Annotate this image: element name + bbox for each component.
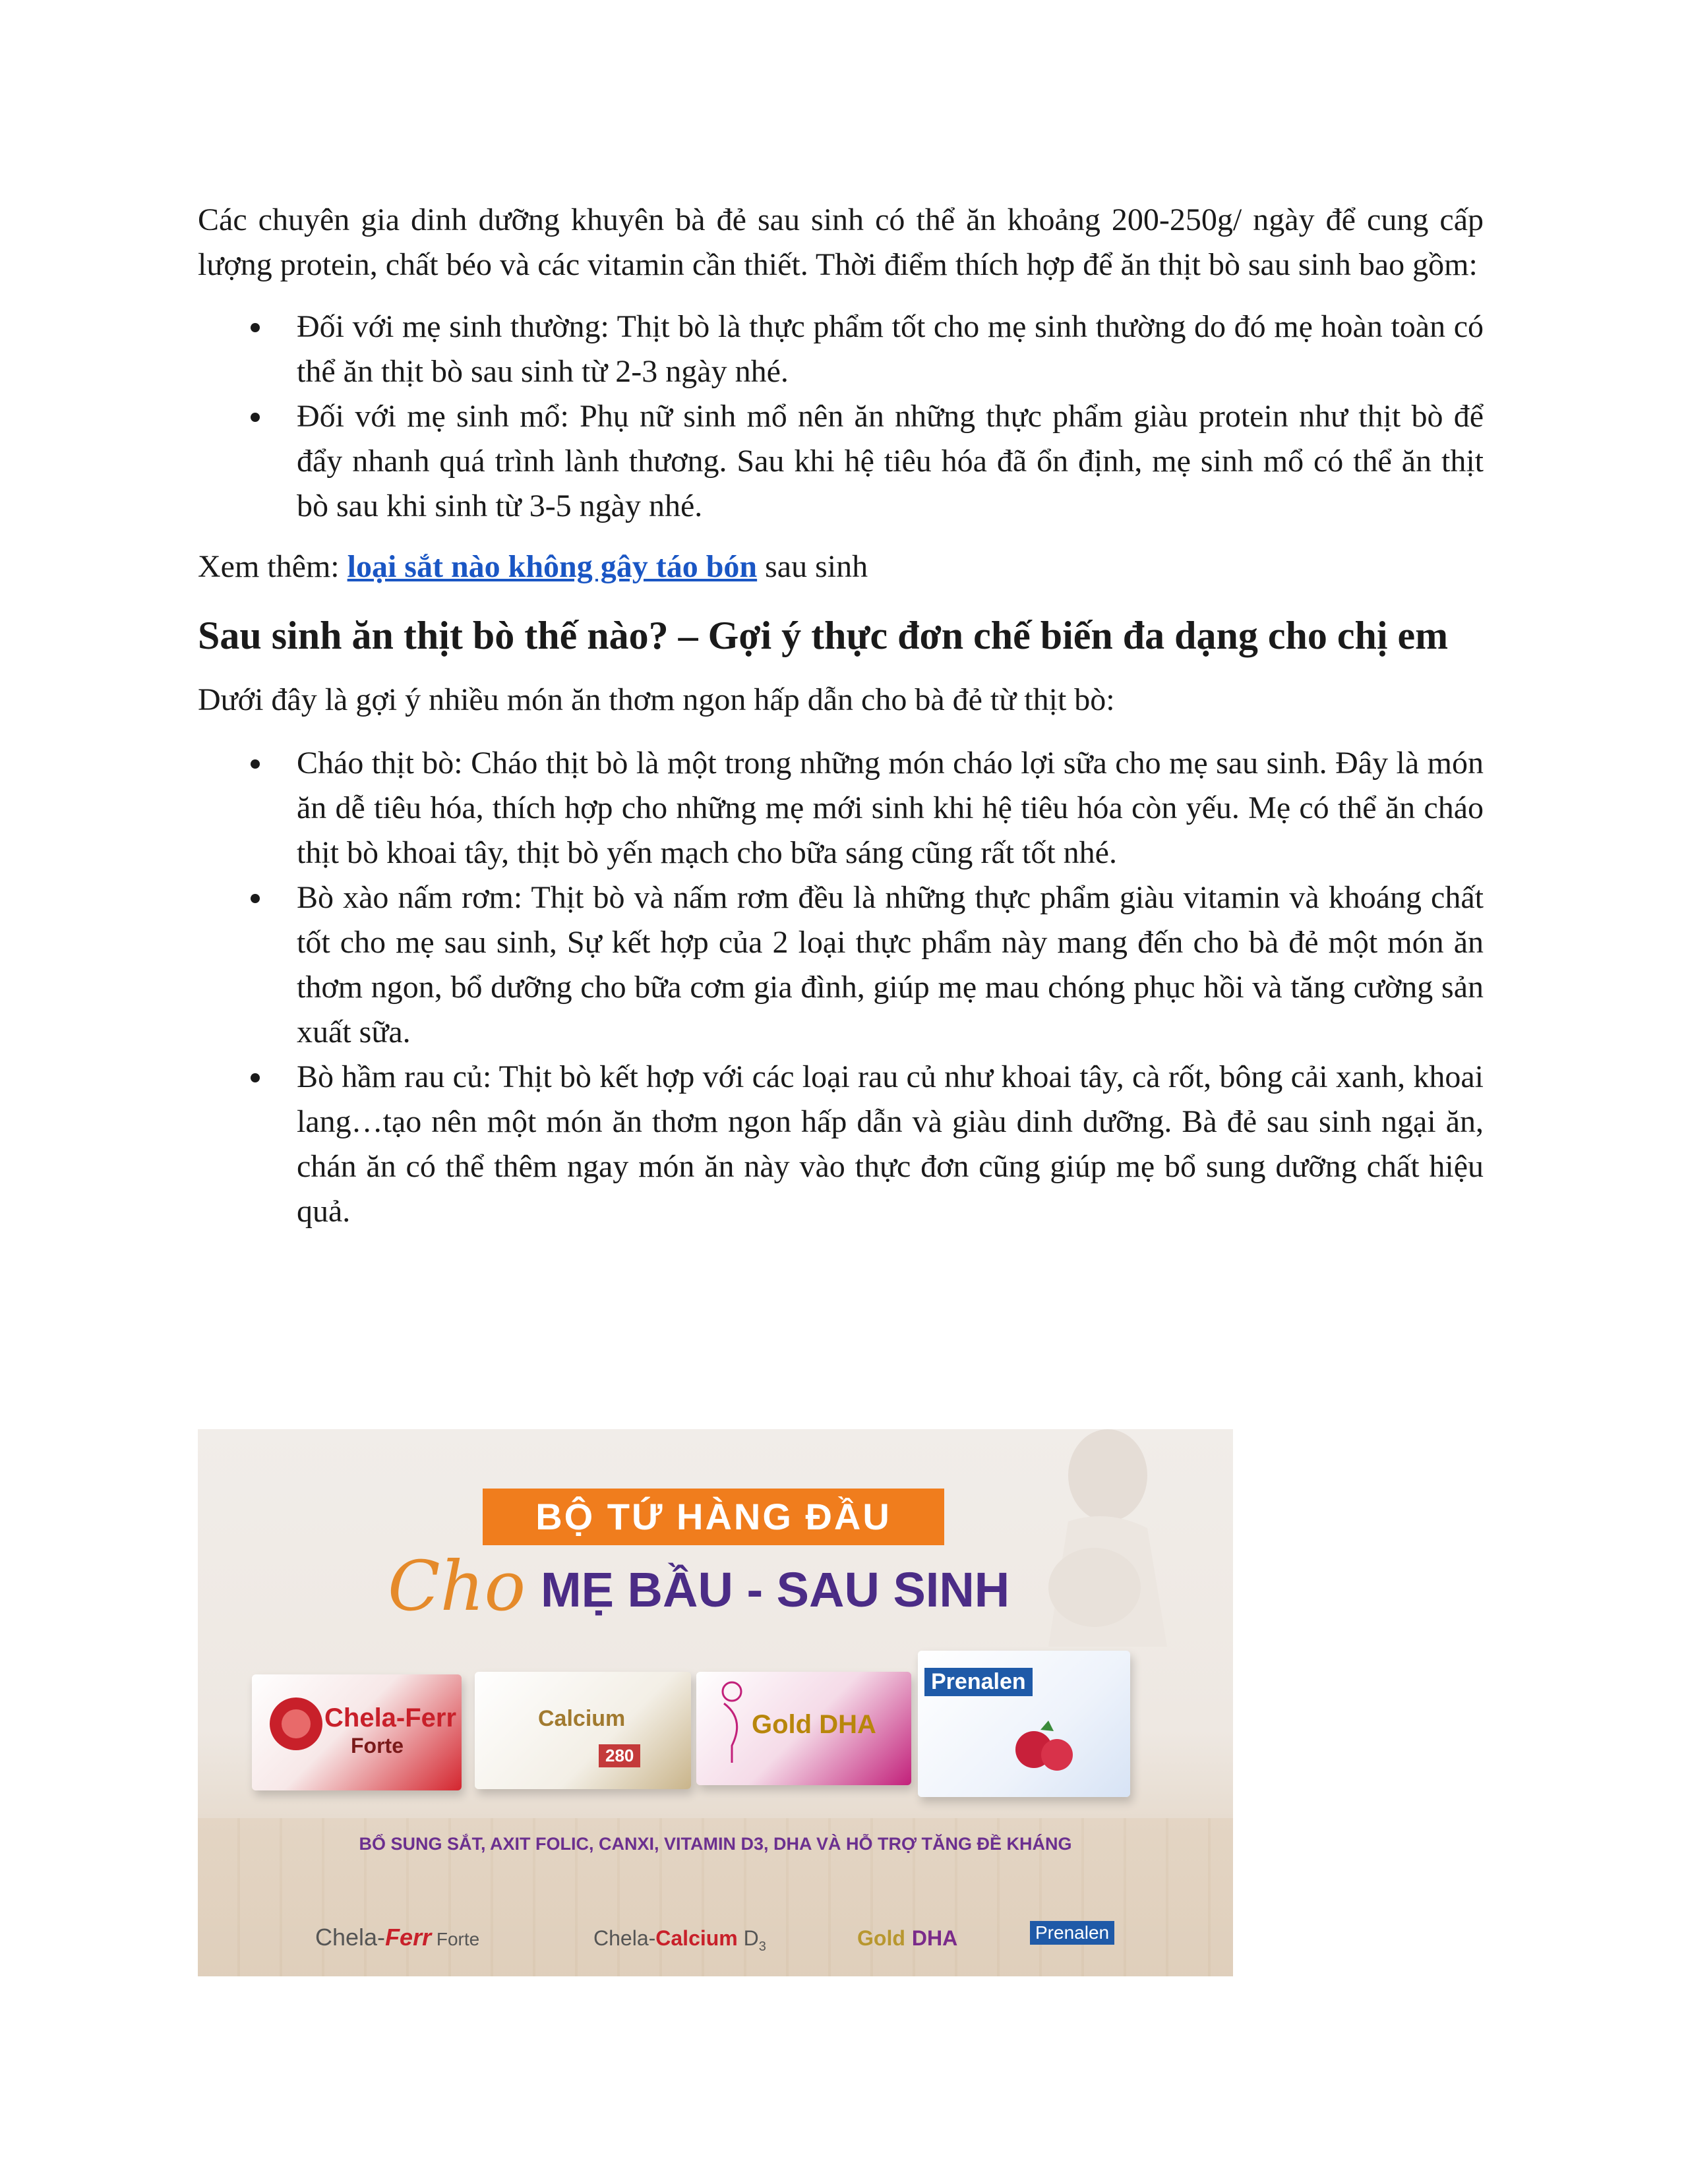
banner-slogan: BỔ SUNG SẮT, AXIT FOLIC, CANXI, VITAMIN D3, DHA VÀ HỖ TRỢ TĂNG ĐỀ KHÁNG (359, 1834, 1072, 1854)
product-box-prenalen (918, 1651, 1130, 1797)
pregnant-woman-silhouette (996, 1429, 1193, 1647)
product-banner-image (198, 1429, 1233, 1976)
product-box-chela-ferr (252, 1674, 462, 1790)
list-item: Đối với mẹ sinh mổ: Phụ nữ sinh mổ nên ăn những thực phẩm giàu protein như thịt bò để đẩy nhanh quá trình lành thương. Sau khi hệ tiêu hóa đã ổn định, mẹ sinh mổ có thể ăn thịt bò sau khi sinh từ 3-5 ngày nhé. (198, 394, 1484, 529)
see-also-link[interactable]: loại sắt nào không gây táo bón (347, 549, 758, 584)
box-brand: Chela-Ferr (324, 1703, 457, 1732)
list-item: Bò xào nấm rơm: Thịt bò và nấm rơm đều là những thực phẩm giàu vitamin và khoáng chất tốt cho mẹ sau sinh, Sự kết hợp của 2 loại thực phẩm này mang đến cho bà đẻ một món ăn thơm ngon, bổ dưỡng cho bữa cơm gia đình, giúp mẹ mau chóng phục hồi và tăng cường sản xuất sữa. (198, 875, 1484, 1055)
see-also-prefix: Xem thêm: (198, 549, 347, 584)
document-body (198, 198, 1484, 1250)
logo-chela-calcium-d3: Chela-Calcium $D_3$ (593, 1926, 766, 1955)
logo-prenalen: Prenalen (1030, 1921, 1114, 1945)
box-sub: Forte (351, 1734, 404, 1757)
product-box-gold-dha (696, 1672, 911, 1785)
dish-list (198, 741, 1484, 1234)
logo-gold-dha: Gold DHA (857, 1926, 958, 1950)
logo-chela-ferr-forte: Chela-Ferr Forte (315, 1924, 480, 1951)
lead-paragraph: Dưới đây là gợi ý nhiều món ăn thơm ngon hấp dẫn cho bà đẻ từ thịt bò: (198, 682, 1115, 717)
box-brand: Prenalen (924, 1668, 1033, 1696)
top-label: BỘ TỨ HÀNG ĐẦU (483, 1489, 944, 1545)
banner-title: MẸ BẦU - SAU SINH (541, 1562, 1010, 1617)
box-sub: 280 (599, 1744, 640, 1767)
box-brand: Calcium (538, 1706, 626, 1731)
raspberry-icon (1008, 1717, 1080, 1783)
pregnant-figure-icon (706, 1680, 758, 1765)
list-item: Cháo thịt bò: Cháo thịt bò là một trong những món cháo lợi sữa cho mẹ sau sinh. Đây là món ăn dễ tiêu hóa, thích hợp cho những mẹ mới sinh khi hệ tiêu hóa còn yếu. Mẹ có thể ăn cháo thịt bò khoai tây, thịt bò yến mạch cho bữa sáng cũng rất tốt nhé. (198, 741, 1484, 875)
box-brand: Gold DHA (752, 1710, 876, 1739)
section-heading: Sau sinh ăn thịt bò thế nào? – Gợi ý thực đơn chế biến đa dạng cho chị em (198, 614, 1449, 657)
see-also-line (198, 545, 1484, 589)
list-item: Bò hầm rau củ: Thịt bò kết hợp với các loại rau củ như khoai tây, cà rốt, bông cải xanh, khoai lang…tạo nên một món ăn thơm ngon hấp dẫn và giàu dinh dưỡng. Bà đẻ sau sinh ngại ăn, chán ăn có thể thêm ngay món ăn này vào thực đơn cũng giúp mẹ bổ sung dưỡng chất hiệu quả. (198, 1055, 1484, 1234)
script-word: Cho (388, 1546, 526, 1626)
product-box-chela-calcium (475, 1672, 691, 1789)
see-also-suffix: sau sinh (757, 549, 868, 584)
list-item: Đối với mẹ sinh thường: Thịt bò là thực phẩm tốt cho mẹ sinh thường do đó mẹ hoàn toàn có thể ăn thịt bò sau sinh từ 2-3 ngày nhé. (198, 305, 1484, 394)
blood-drop-icon (266, 1694, 326, 1754)
timing-list (198, 305, 1484, 529)
intro-paragraph: Các chuyên gia dinh dưỡng khuyên bà đẻ sau sinh có thể ăn khoảng 200-250g/ ngày để cung cấp lượng protein, chất béo và các vitamin cần thiết. Thời điểm thích hợp để ăn thịt bò sau sinh bao gồm: (198, 202, 1484, 282)
